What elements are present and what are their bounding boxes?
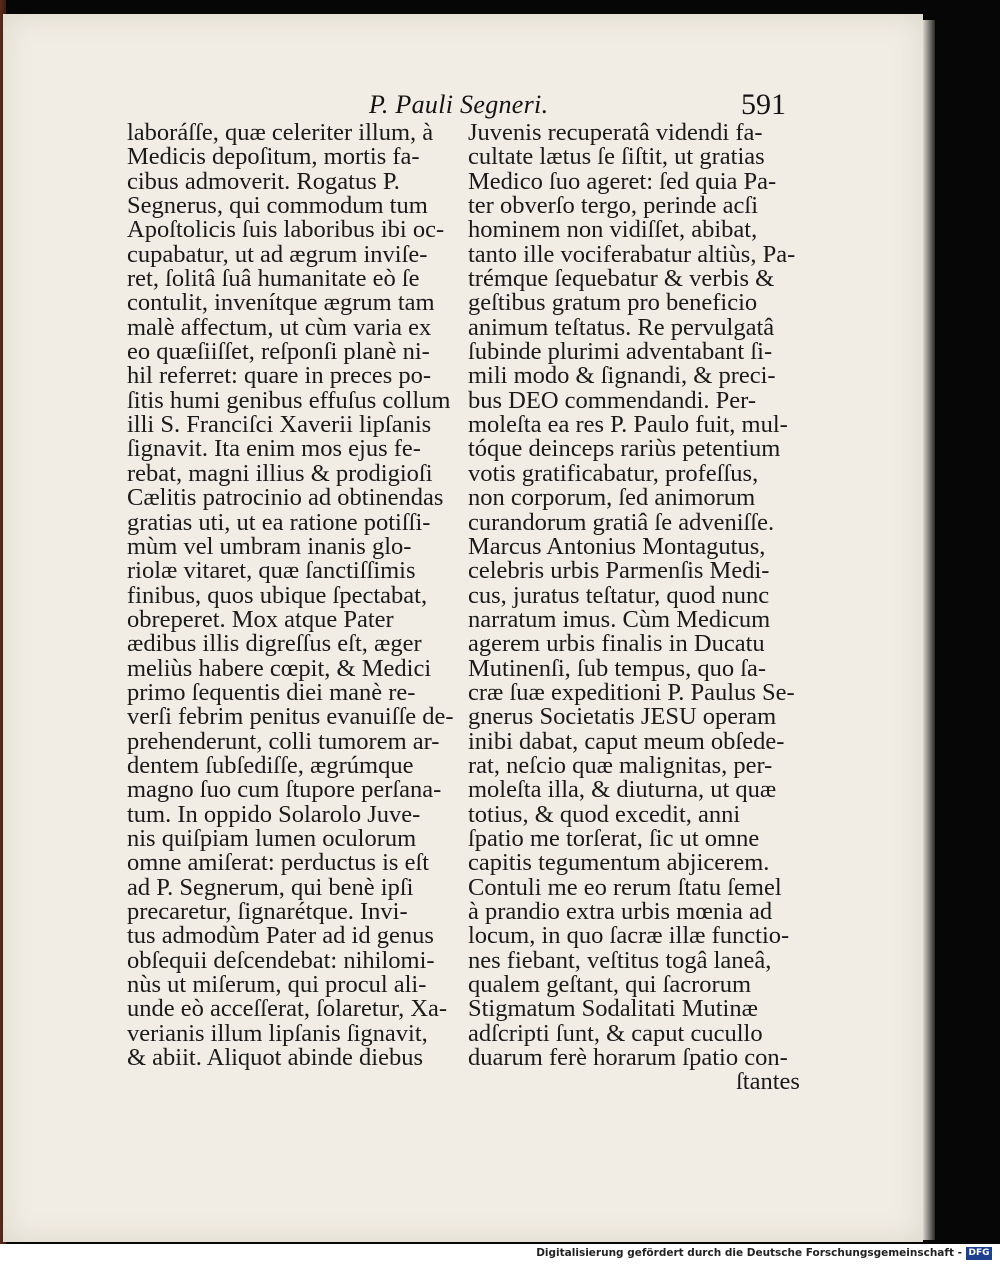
text-line: laboráſſe, quæ celeriter illum, à [127,119,434,146]
page-header [3,80,923,120]
text-line: & abiit. Aliquot abinde diebus [127,1044,424,1072]
digitization-footer [0,1244,1000,1264]
text-line: Apoſtolicis ſuis laboribus ibi oc- [127,216,445,244]
text-line: cus, juratus teſtatur, quod nunc [468,581,770,609]
text-line: moleſta illa, & diuturna, ut quæ [468,776,777,804]
text-line: narratum imus. Cùm Medicum [468,605,771,633]
text-line: mùm vel umbram inanis glo- [127,532,412,560]
text-line: ſitis humi genibus effuſus collum [127,386,451,414]
text-line: finibus, quos ubique ſpectabat, [127,581,428,609]
text-line: ſubinde plurimi adventabant ſi- [468,338,773,366]
text-line: primo ſequentis diei manè re- [127,678,416,706]
text-line: qualem geſtant, qui ſacrorum [468,971,752,999]
text-line: gratias uti, ut ea ratione potiſſi- [127,508,431,536]
text-line: adſcripti ſunt, & caput cucullo [468,1019,763,1047]
text-line: inibi dabat, caput meum obſede- [468,727,785,755]
text-line: ædibus illis digreſſus eſt, æger [127,630,422,658]
text-line: contulit, invenítque ægrum tam [127,289,435,317]
text-line: eo quæſiiſſet, reſponſi planè ni- [127,338,430,366]
text-line: nes fiebant, veſtitus togâ laneâ, [468,946,772,974]
text-line: celebris urbis Parmenſis Medi- [468,557,770,585]
funding-notice: Digitalisierung gefördert durch die Deutsche Forschungsgemeinschaft - [536,1247,962,1259]
text-line: animum teſtatus. Re pervulgatâ [468,313,775,341]
text-line: ret, ſolitâ ſuâ humanitate eò ſe [127,265,420,293]
text-line: tóque deinceps rariùs petentium [468,435,781,463]
dfg-logo: DFG [966,1247,992,1260]
text-line: cultate lætus ſe ſiſtit, ut gratias [468,143,765,171]
text-line: Marcus Antonius Montagutus, [468,532,766,560]
book-page [3,14,923,1242]
text-line: verſi febrim penitus evanuiſſe de- [127,703,454,731]
page-number: 591 [741,88,786,121]
text-line: trémque ſequebatur & verbis & [468,265,775,293]
running-head: P. Pauli Segneri. [369,90,549,119]
text-line: tus admodùm Pater ad id genus [127,922,434,950]
text-line: meliùs habere cœpit, & Medici [127,654,432,682]
text-line: Cælitis patrocinio ad obtinendas [127,484,444,512]
left-text-column [127,119,454,1072]
text-line: omne amiſerat: perductus is eſt [127,849,430,877]
text-line: votis gratificabatur, profeſſus, [468,459,759,487]
text-line: gnerus Societatis JESU operam [468,703,777,731]
text-line: nùs ut miſerum, qui procul ali- [127,971,427,999]
text-line: Contuli me eo rerum ſtatu ſemel [468,873,782,901]
text-line: hil referret: quare in preces po- [127,362,432,390]
text-line: cupabatur, ut ad ægrum inviſe- [127,240,428,268]
text-line: ad P. Segnerum, qui benè ipſi [127,873,414,901]
text-line: magno ſuo cum ſtupore perſana- [127,776,442,804]
text-line: ter obverſo tergo, perinde acſi [468,192,759,220]
text-line: rat, neſcio quæ malignitas, per- [468,751,773,779]
text-line: riolæ vitaret, quæ ſanctiſſimis [127,557,416,585]
text-line: agerem urbis finalis in Ducatu [468,630,765,658]
text-line: cibus admoverit. Rogatus P. [127,167,400,195]
text-line: nis quiſpiam lumen oculorum [127,824,417,852]
text-line: precaretur, ſignarétque. Invi- [127,898,408,925]
text-line: prehenderunt, colli tumorem ar- [127,727,440,755]
text-line: obreperet. Mox atque Pater [127,605,394,633]
text-line: Medicis depoſitum, mortis fa- [127,143,420,171]
text-line: locum, in quo ſacræ illæ functio- [468,922,790,950]
text-line: rebat, magni illius & prodigioſi [127,459,433,487]
text-line: geſtibus gratum pro beneficio [468,289,758,317]
text-line: verianis illum lipſanis ſignavit, [127,1019,428,1047]
page-edge-shadow [923,20,935,1240]
text-line: Mutinenſi, ſub tempus, quo ſa- [468,654,767,682]
text-line: bus DEO commendandi. Per- [468,386,757,414]
text-line: obſequii deſcendebat: nihilomi- [127,946,435,974]
text-line: Medico ſuo ageret: ſed quia Pa- [468,167,777,195]
text-line: duarum ferè horarum ſpatio con- [468,1044,788,1072]
text-line: non corporum, ſed animorum [468,484,756,512]
text-line: ſignavit. Ita enim mos ejus fe- [127,435,421,463]
text-line: curandorum gratiâ ſe adveniſſe. [468,508,775,536]
text-line: hominem non vidiſſet, abibat, [468,216,758,244]
text-line: tanto ille vociferabatur altiùs, Pa- [468,240,796,268]
text-line: tum. In oppido Solarolo Juve- [127,800,421,828]
text-line: Juvenis recuperatâ videndi fa- [468,119,763,146]
catchword: ſtantes [736,1068,800,1096]
text-line: Segnerus, qui commodum tum [127,192,428,220]
text-line: dentem ſubſediſſe, ægrúmque [127,751,414,779]
text-line: capitis tegumentum abjicerem. [468,849,770,877]
right-text-column [468,121,798,1095]
text-line: à prandio extra urbis mœnia ad [468,898,773,925]
text-line: unde eò acceſſerat, ſolaretur, Xa- [127,995,448,1023]
text-line: ſpatio me torſerat, ſic ut omne [468,824,760,852]
text-line: illi S. Franciſci Xaverii lipſanis [127,411,432,439]
text-line: totius, & quod excedit, anni [468,800,741,828]
text-line: cræ ſuæ expeditioni P. Paulus Se- [468,678,795,706]
text-line: malè affectum, ut cùm varia ex [127,313,432,341]
text-line: Stigmatum Sodalitati Mutinæ [468,995,758,1023]
text-line: moleſta ea res P. Paulo fuit, mul- [468,411,788,439]
text-line: mili modo & ſignandi, & preci- [468,362,776,390]
